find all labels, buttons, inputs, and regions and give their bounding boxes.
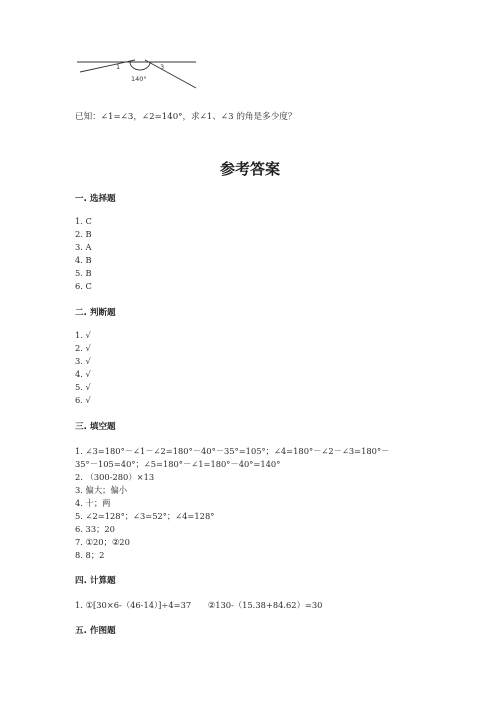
figure-label-3: 3 [160, 63, 165, 71]
answer-line: 2. √ [75, 343, 91, 353]
answer-line: 1. ∠3=180°－∠1－∠2=180°－40°－35°=105°；∠4=180°－∠2－∠3=180°－ [75, 446, 390, 456]
answer-line: 3. √ [75, 356, 91, 366]
answer-line: 7. ①20；②20 [75, 537, 130, 547]
right-ray [145, 60, 196, 88]
answer-line: 4. √ [75, 369, 91, 379]
answer-line: 5. B [75, 268, 92, 278]
answer-line: 6. C [75, 281, 92, 291]
angle-arc [130, 62, 150, 70]
answer-line: 1. C [75, 216, 92, 226]
answer-line: 4. B [75, 255, 92, 265]
answer-line: 2. B [75, 229, 92, 239]
answer-line: 6. √ [75, 395, 91, 405]
answer-line: 5. ∠2=128°；∠3=52°；∠4=128° [75, 511, 215, 521]
answer-line: 1. ①[30×6-（46-14）]÷4=37 ②130-（15.38+84.62）=30 [75, 600, 323, 610]
answer-line: 2. （300-280）×13 [75, 472, 155, 482]
answer-line: 35°－105=40°；∠5=180°－∠1=180°－40°=140° [75, 459, 281, 469]
figure-label-1: 1 [116, 63, 121, 71]
answer-line: 3. A [75, 242, 92, 252]
section-heading-choice: 一. 选择题 [75, 194, 116, 204]
question-text: 已知：∠1=∠3，∠2=140°，求∠1、∠3 的角是多少度？ [75, 112, 297, 122]
section-heading-calc: 四. 计算题 [75, 576, 116, 586]
section-heading-fill: 三. 填空题 [75, 422, 116, 432]
answer-line: 1. √ [75, 330, 91, 340]
answer-line: 5. √ [75, 382, 91, 392]
answer-line: 8. 8；2 [75, 550, 105, 560]
section-heading-draw: 五. 作图题 [75, 626, 116, 636]
answer-line: 6. 33；20 [75, 524, 115, 534]
answer-line: 4. 十；两 [75, 498, 111, 508]
answer-line: 3. 偏大；偏小 [75, 485, 128, 495]
angle-figure [0, 0, 500, 100]
figure-label-angle: 140° [131, 75, 147, 83]
page-title: 参考答案 [219, 160, 280, 178]
section-heading-judge: 二. 判断题 [75, 308, 116, 318]
